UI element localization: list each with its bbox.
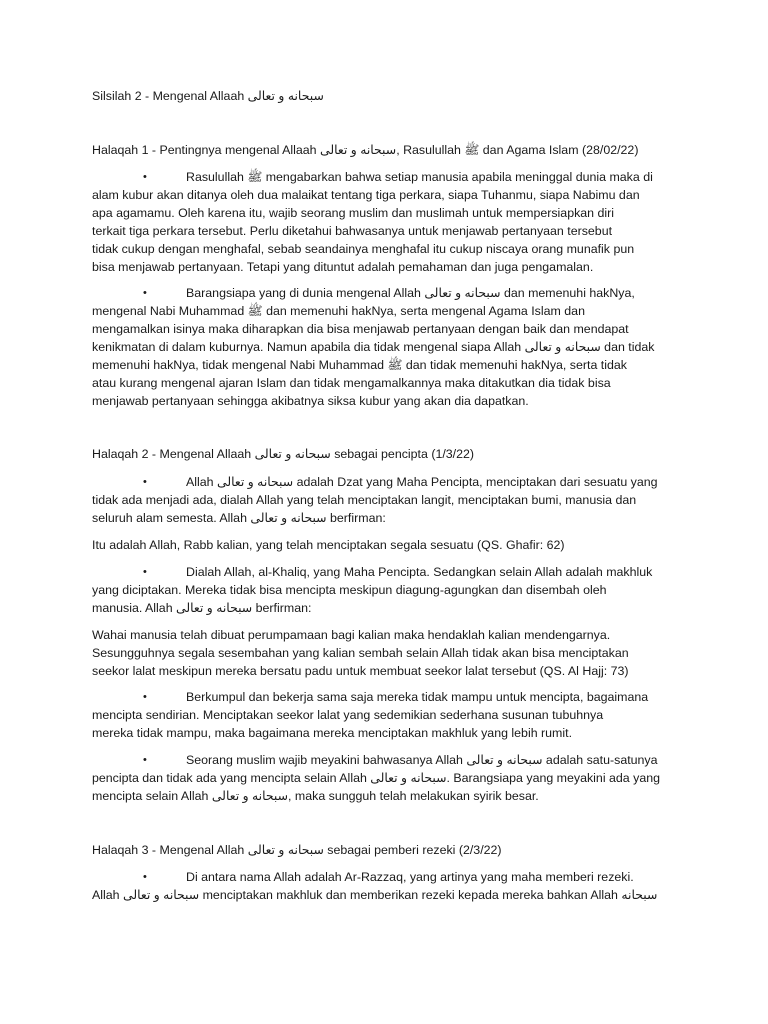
paragraph-line: kenikmatan di dalam kuburnya. Namun apabila dia tidak mengenal siapa Allah سبحانه و تعالى dan tidak: [92, 340, 655, 354]
paragraph-line: mereka tidak mampu, maka bagaimana mereka menciptakan makhluk yang lebih rumit.: [92, 726, 573, 740]
paragraph-line: mencipta selain Allah سبحانه و تعالى, maka sungguh telah melakukan syirik besar.: [92, 789, 539, 803]
paragraph-line: bisa menjawab pertanyaan. Tetapi yang dituntut adalah pemahaman dan juga pengamalan.: [92, 260, 594, 274]
bullet-marker: •: [143, 871, 147, 883]
paragraph-line: mengamalkan isinya maka diharapkan dia bisa menjawab pertanyaan dengan baik dan mendapat: [92, 322, 629, 336]
paragraph-line: Seorang muslim wajib meyakini bahwasanya Allah سبحانه و تعالى adalah satu-satunya: [186, 753, 658, 767]
section-heading-halaqah-3: Halaqah 3 - Mengenal Allah سبحانه و تعالى sebagai pemberi rezeki (2/3/22): [92, 843, 502, 857]
paragraph-line: Allah سبحانه و تعالى adalah Dzat yang Maha Pencipta, menciptakan dari sesuatu yang: [186, 475, 658, 489]
section-heading-halaqah-2: Halaqah 2 - Mengenal Allaah سبحانه و تعالى sebagai pencipta (1/3/22): [92, 447, 475, 461]
document-title: Silsilah 2 - Mengenal Allaah سبحانه و تعالى: [92, 89, 324, 103]
bullet-marker: •: [143, 476, 147, 488]
bullet-marker: •: [143, 566, 147, 578]
paragraph-line: mencipta sendirian. Menciptakan seekor lalat yang sedemikian sederhana susunan tubuhnya: [92, 708, 604, 722]
paragraph-line: terkait tiga perkara tersebut. Perlu diketahui bahwasanya untuk menjawab pertanyaan tersebut: [92, 224, 613, 238]
paragraph-line: Barangsiapa yang di dunia mengenal Allah سبحانه و تعالى dan memenuhi hakNya,: [186, 286, 635, 300]
paragraph-line: memenuhi hakNya, tidak mengenal Nabi Muhammad ﷺ dan tidak memenuhi hakNya, serta tidak: [92, 358, 627, 372]
paragraph-line: atau kurang mengenal ajaran Islam dan tidak mengamalkannya maka ditakutkan dia tidak bisa: [92, 376, 611, 390]
paragraph-line: tidak cukup dengan menghafal, sebab seandainya menghafal itu cukup niscaya orang munafik pun: [92, 242, 635, 256]
paragraph-line: Allah سبحانه و تعالى menciptakan makhluk dan memberikan rezeki kepada mereka bahkan Allah سبحانه: [92, 888, 658, 902]
quote-line: Wahai manusia telah dibuat perumpamaan bagi kalian maka hendaklah kalian mendengarnya.: [92, 628, 611, 642]
section-heading-halaqah-1: Halaqah 1 - Pentingnya mengenal Allaah سبحانه و تعالى, Rasulullah ﷺ dan Agama Islam (28/02/22): [92, 143, 639, 157]
paragraph-line: Di antara nama Allah adalah Ar-Razzaq, yang artinya yang maha memberi rezeki.: [186, 870, 634, 884]
quote-line: Itu adalah Allah, Rabb kalian, yang telah menciptakan segala sesuatu (QS. Ghafir: 62): [92, 538, 565, 552]
bullet-marker: •: [143, 287, 147, 299]
paragraph-line: seluruh alam semesta. Allah سبحانه و تعالى berfirman:: [92, 511, 386, 525]
quote-line: Sesungguhnya segala sesembahan yang kalian sembah selain Allah tidak akan bisa menciptakan: [92, 646, 629, 660]
quote-line: seekor lalat meskipun mereka bersatu padu untuk membuat seekor lalat tersebut (QS. Al Hajj: 73): [92, 664, 629, 678]
bullet-marker: •: [143, 754, 147, 766]
paragraph-line: apa agamamu. Oleh karena itu, wajib seorang muslim dan muslimah untuk mempersiapkan diri: [92, 206, 615, 220]
paragraph-line: tidak ada menjadi ada, dialah Allah yang telah menciptakan langit, menciptakan bumi, manusia dan: [92, 493, 637, 507]
bullet-marker: •: [143, 691, 147, 703]
paragraph-line: mengenal Nabi Muhammad ﷺ dan memenuhi hakNya, serta mengenal Agama Islam dan: [92, 304, 585, 318]
paragraph-line: Berkumpul dan bekerja sama saja mereka tidak mampu untuk mencipta, bagaimana: [186, 690, 649, 704]
paragraph-line: manusia. Allah سبحانه و تعالى berfirman:: [92, 601, 312, 615]
paragraph-line: Dialah Allah, al-Khaliq, yang Maha Pencipta. Sedangkan selain Allah adalah makhluk: [186, 565, 653, 579]
bullet-marker: •: [143, 171, 147, 183]
paragraph-line: Rasulullah ﷺ mengabarkan bahwa setiap manusia apabila meninggal dunia maka di: [186, 170, 653, 184]
paragraph-line: yang diciptakan. Mereka tidak bisa mencipta meskipun diagung-agungkan dan disembah oleh: [92, 583, 607, 597]
paragraph-line: pencipta dan tidak ada yang mencipta selain Allah سبحانه و تعالى. Barangsiapa yang meyakini ada yang: [92, 771, 661, 785]
paragraph-line: alam kubur akan ditanya oleh dua malaikat tentang tiga perkara, siapa Tuhanmu, siapa Nabimu dan: [92, 188, 640, 202]
paragraph-line: menjawab pertanyaan sehingga akibatnya siksa kubur yang akan dia dapatkan.: [92, 394, 529, 408]
